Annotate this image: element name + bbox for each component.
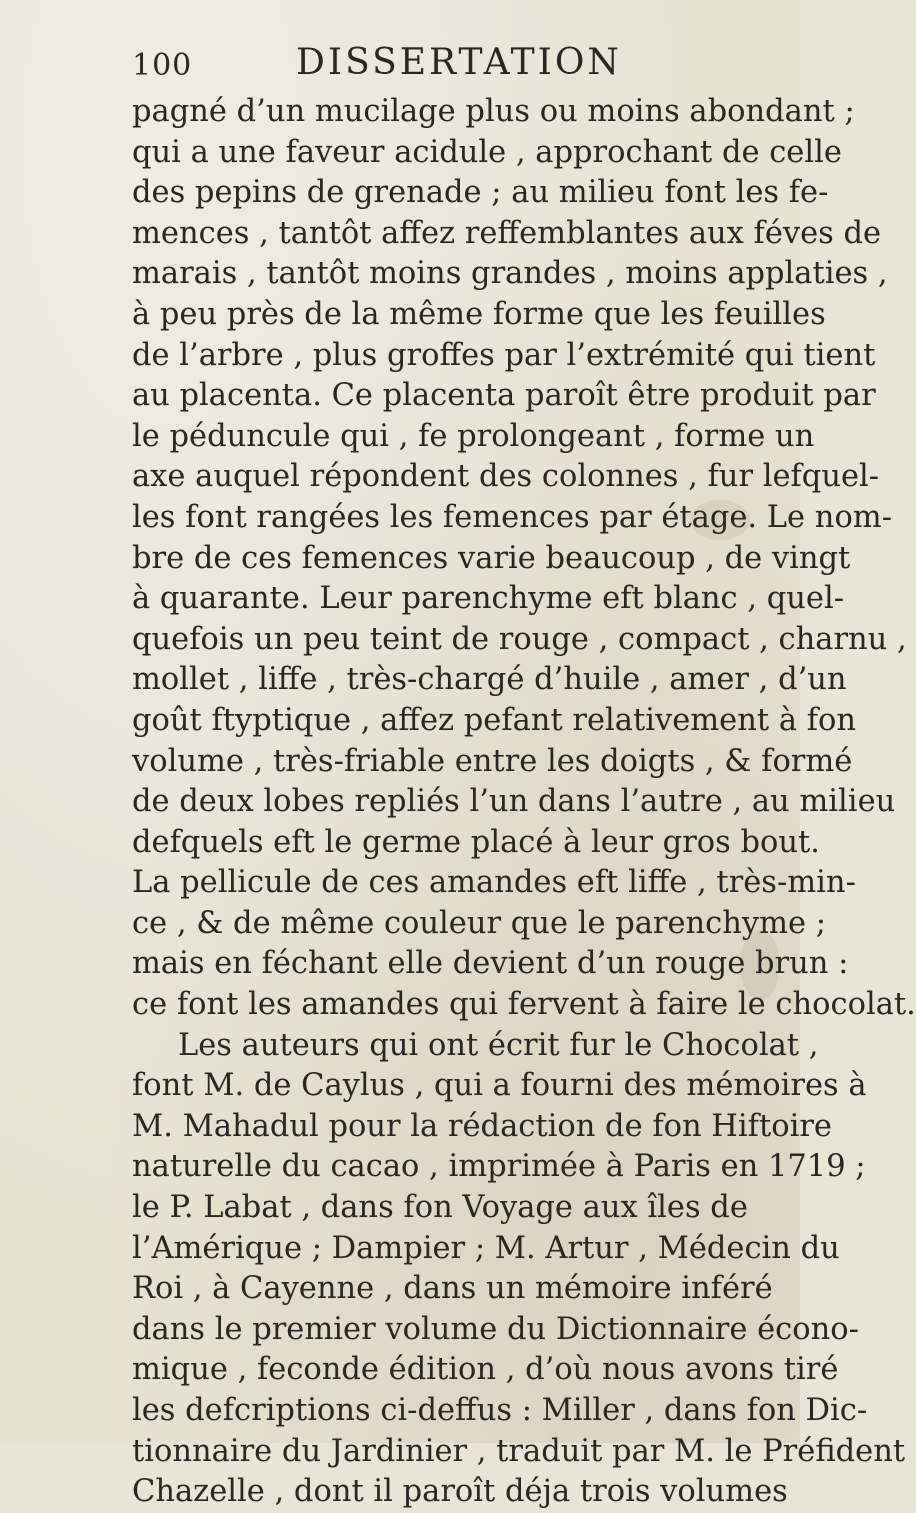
text-line: marais , tantôt moins grandes , moins applaties , bbox=[132, 256, 888, 292]
text-line: mollet , liffe , très-chargé d’huile , amer , d’un bbox=[132, 662, 847, 698]
page-header bbox=[132, 34, 732, 90]
page-number: 100 bbox=[132, 48, 193, 83]
text-line: mences , tantôt affez reffemblantes aux féves de bbox=[132, 215, 882, 251]
text-line: Chazelle , dont il paroît déja trois volumes bbox=[132, 1474, 788, 1510]
text-line: les font rangées les femences par étage. Le nom- bbox=[132, 499, 893, 535]
text-line: goût ftyptique , affez pefant relativement à fon bbox=[132, 702, 857, 738]
text-line: de l’arbre , plus groffes par l’extrémité qui tient bbox=[132, 337, 876, 373]
running-title: DISSERTATION bbox=[296, 42, 622, 83]
text-line: mais en féchant elle devient d’un rouge brun : bbox=[132, 946, 849, 982]
text-line: pagné d’un mucilage plus ou moins abondant ; bbox=[132, 94, 855, 129]
text-line: font M. de Caylus , qui a fourni des mémoires à bbox=[132, 1068, 867, 1104]
text-line: Roi , à Cayenne , dans un mémoire inféré bbox=[132, 1271, 773, 1307]
text-line: defquels eft le germe placé à leur gros bout. bbox=[132, 824, 820, 860]
text-line: tionnaire du Jardinier , traduit par M. le Préfident bbox=[132, 1433, 906, 1469]
text-line: le P. Labat , dans fon Voyage aux îles de bbox=[132, 1190, 748, 1226]
text-line: quefois un peu teint de rouge , compact , charnu , bbox=[132, 621, 907, 657]
text-line: le péduncule qui , fe prolongeant , forme un bbox=[132, 418, 815, 454]
text-line: naturelle du cacao , imprimée à Paris en 1719 ; bbox=[132, 1149, 866, 1185]
text-line: volume , très-friable entre les doigts , & formé bbox=[132, 743, 853, 779]
text-line: les defcriptions ci-deffus : Miller , dans fon Dic- bbox=[132, 1393, 868, 1428]
text-line: des pepins de grenade ; au milieu font les fe- bbox=[132, 175, 829, 211]
text-line: de deux lobes repliés l’un dans l’autre , au milieu bbox=[132, 784, 896, 820]
text-line: mique , feconde édition , d’où nous avons tiré bbox=[132, 1352, 839, 1388]
text-line: qui a une faveur acidule , approchant de celle bbox=[132, 134, 842, 170]
text-line: bre de ces femences varie beaucoup , de vingt bbox=[132, 540, 851, 576]
text-line: l’Amérique ; Dampier ; M. Artur , Médecin du bbox=[132, 1230, 840, 1266]
body-text bbox=[132, 92, 916, 1513]
text-line: ce , & de même couleur que le parenchyme ; bbox=[132, 905, 827, 941]
text-line: ce font les amandes qui fervent à faire le chocolat. bbox=[132, 987, 916, 1023]
text-line: La pellicule de ces amandes eft liffe , très-min- bbox=[132, 865, 856, 901]
text-line: Les auteurs qui ont écrit fur le Chocolat , bbox=[178, 1027, 819, 1063]
text-line: axe auquel répondent des colonnes , fur lefquel- bbox=[132, 459, 880, 495]
text-line: au placenta. Ce placenta paroît être produit par bbox=[132, 378, 876, 414]
text-line: à peu près de la même forme que les feuilles bbox=[132, 296, 826, 332]
text-line: à quarante. Leur parenchyme eft blanc , quel- bbox=[132, 581, 844, 617]
text-line: M. Mahadul pour la rédaction de fon Hiftoire bbox=[132, 1108, 832, 1144]
text-line: dans le premier volume du Dictionnaire écono- bbox=[132, 1311, 859, 1347]
